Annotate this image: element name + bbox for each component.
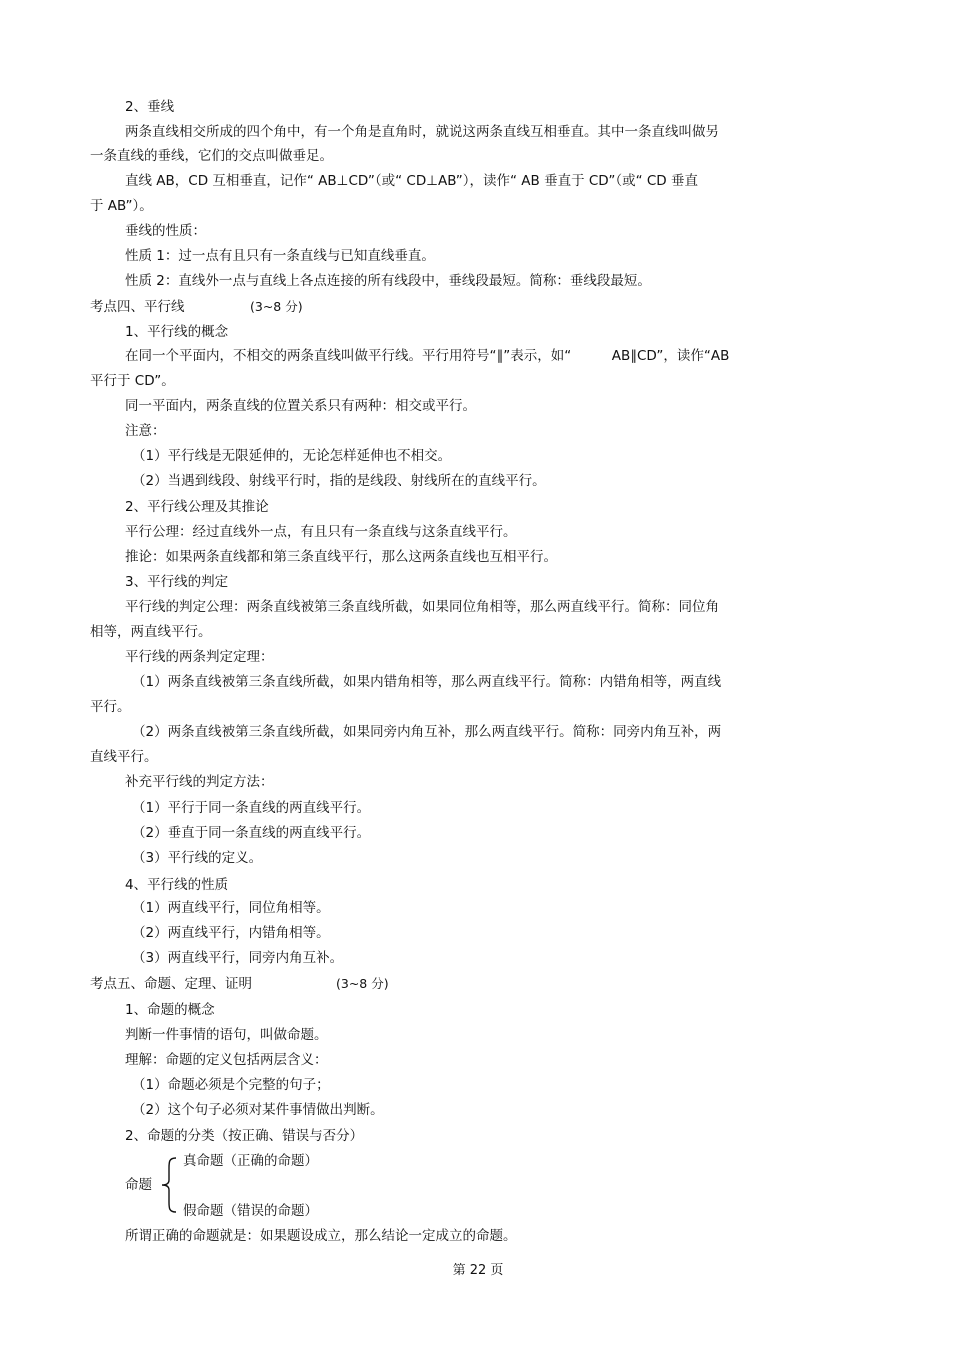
text-line: 1、命题的概念: [125, 1002, 215, 1018]
text-line: 理解：命题的定义包括两层含义：: [125, 1052, 328, 1068]
text-line: （2）垂直于同一条直线的两直线平行。: [132, 825, 371, 841]
text-line: 注意：: [125, 423, 166, 439]
text-line: 平行公理：经过直线外一点，有且只有一条直线与这条直线平行。: [125, 524, 517, 540]
text-line: （2）两直线平行，内错角相等。: [132, 925, 330, 941]
page-number: 第 22 页: [452, 1263, 504, 1278]
text-line: （3）两直线平行，同旁内角互补。: [132, 950, 344, 966]
text-line: 1、平行线的概念: [125, 324, 229, 340]
text-line: 平行于 CD”。: [90, 373, 175, 389]
text-line: 平行线的两条判定定理：: [125, 649, 274, 665]
text-line: 相等，两直线平行。: [90, 624, 212, 640]
text-line: （1）两条直线被第三条直线所截，如果内错角相等，那么两直线平行。简称：内错角相等，两直线: [132, 674, 722, 690]
proposition-label: 命题: [125, 1177, 152, 1193]
text-line: （1）两直线平行，同位角相等。: [132, 900, 330, 916]
text-line: （3）平行线的定义。: [132, 850, 263, 866]
text-line: （1）命题必须是个完整的句子；: [132, 1077, 330, 1093]
text-line: 垂线的性质：: [125, 223, 206, 239]
text-line: 性质 1：过一点有且只有一条直线与已知直线垂直。: [125, 248, 435, 264]
text-line: （2）两条直线被第三条直线所截，如果同旁内角互补，那么两直线平行。简称：同旁内角互补，两: [132, 724, 722, 740]
text-line: 直线平行。: [90, 749, 158, 765]
text-line: 推论：如果两条直线都和第三条直线平行，那么这两条直线也互相平行。: [125, 549, 557, 565]
text-line: 平行线的判定公理：两条直线被第三条直线所截，如果同位角相等，那么两直线平行。简称：同位角: [125, 599, 719, 615]
text-line: 2、命题的分类（按正确、错误与否分）: [125, 1128, 364, 1144]
score-badge: (3~8 分): [336, 976, 389, 991]
text-line: 所谓正确的命题就是：如果题设成立，那么结论一定成立的命题。: [125, 1228, 517, 1244]
text-line: 补充平行线的判定方法：: [125, 774, 274, 790]
false-proposition: 假命题（错误的命题）: [183, 1203, 318, 1219]
true-proposition: 真命题（正确的命题）: [183, 1153, 318, 1169]
text-line: 判断一件事情的语句，叫做命题。: [125, 1027, 328, 1043]
text-line: 于 AB”）。: [90, 198, 153, 214]
text-line: 3、平行线的判定: [125, 574, 229, 590]
text-line: 4、平行线的性质: [125, 877, 229, 893]
text-line: 性质 2：直线外一点与直线上各点连接的所有线段中，垂线段最短。简称：垂线段最短。: [125, 273, 651, 289]
text-line: 平行。: [90, 699, 131, 715]
text-line: （2）这个句子必须对某件事情做出判断。: [132, 1102, 384, 1118]
heading-perpendicular: 2、垂线: [125, 99, 175, 115]
text-line: （1）平行线是无限延伸的，无论怎样延伸也不相交。: [132, 448, 452, 464]
text-line: 两条直线相交所成的四个角中，有一个角是直角时，就说这两条直线互相垂直。其中一条直线叫做另: [125, 124, 719, 140]
text-line: 一条直线的垂线，它们的交点叫做垂足。: [90, 148, 333, 164]
text-line: 直线 AB，CD 互相垂直，记作“ AB⊥CD”（或“ CD⊥AB”），读作“ AB 垂直于 CD”（或“ CD 垂直: [125, 173, 698, 189]
score-badge: (3~8 分): [250, 299, 303, 314]
section-heading-4: 考点四、平行线: [90, 299, 185, 315]
curly-brace-icon: [158, 1156, 180, 1214]
text-line: （1）平行于同一条直线的两直线平行。: [132, 800, 371, 816]
text-line: （2）当遇到线段、射线平行时，指的是线段、射线所在的直线平行。: [132, 473, 546, 489]
section-heading-5: 考点五、命题、定理、证明: [90, 976, 252, 992]
text-line: 同一平面内，两条直线的位置关系只有两种：相交或平行。: [125, 398, 476, 414]
text-line: 2、平行线公理及其推论: [125, 499, 269, 515]
text-line: 在同一个平面内，不相交的两条直线叫做平行线。平行用符号“∥”表示，如“ AB∥CD”，读作“AB: [125, 348, 730, 364]
